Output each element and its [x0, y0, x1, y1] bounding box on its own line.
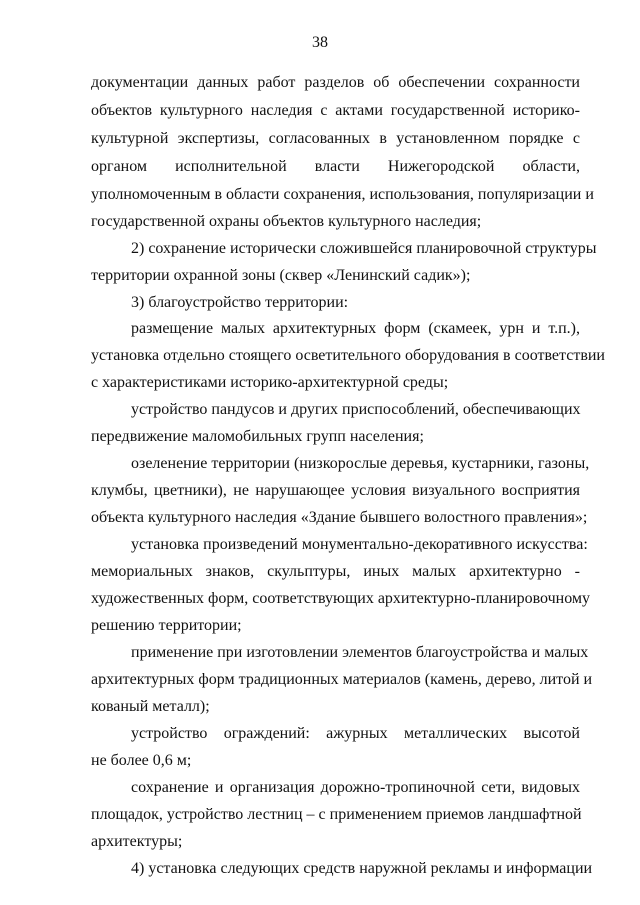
- text-line: применение при изготовлении элементов благоустройства и малых: [131, 644, 589, 661]
- text-line: культурной экспертизы, согласованных в установленном порядке с: [91, 130, 580, 147]
- text-line: с характеристиками историко-архитектурной среды;: [91, 374, 449, 391]
- text-line: размещение малых архитектурных форм (скамеек, урн и т.п.),: [131, 320, 580, 337]
- text-line: устройство пандусов и других приспособлений, обеспечивающих: [131, 401, 581, 418]
- text-line: 2) сохранение исторически сложившейся планировочной структуры: [131, 240, 597, 257]
- text-line: объектов культурного наследия с актами государственной историко-: [91, 102, 580, 119]
- text-line: решению территории;: [91, 617, 242, 634]
- text-line: устройство ограждений: ажурных металлических высотой: [131, 725, 580, 742]
- text-line: архитектуры;: [91, 833, 183, 850]
- page-number: 38: [312, 34, 328, 51]
- text-line: передвижение маломобильных групп населения;: [91, 428, 424, 445]
- text-line: документации данных работ разделов об обеспечении сохранности: [91, 74, 580, 91]
- text-line: объекта культурного наследия «Здание бывшего волостного правления»;: [91, 509, 588, 526]
- text-line: озеленение территории (низкорослые деревья, кустарники, газоны,: [131, 455, 590, 472]
- text-line: территории охранной зоны (сквер «Ленинский садик»);: [91, 267, 471, 284]
- text-line: клумбы, цветники), не нарушающее условия визуального восприятия: [91, 482, 580, 499]
- text-line: кованый металл);: [91, 698, 210, 715]
- text-line: установка отдельно стоящего осветительного оборудования в соответствии: [91, 347, 605, 364]
- text-line: архитектурных форм традиционных материалов (камень, дерево, литой и: [91, 671, 593, 688]
- text-line: установка произведений монументально-декоративного искусства:: [131, 536, 588, 553]
- text-line: 4) установка следующих средств наружной рекламы и информации: [131, 860, 593, 877]
- text-line: органом исполнительной власти Нижегородской области,: [91, 158, 580, 175]
- text-line: государственной охраны объектов культурного наследия;: [91, 213, 482, 230]
- text-line: 3) благоустройство территории:: [131, 294, 349, 311]
- text-line: мемориальных знаков, скульптуры, иных малых архитектурно -: [91, 563, 580, 580]
- text-line: уполномоченным в области сохранения, использования, популяризации и: [91, 186, 594, 203]
- text-line: сохранение и организация дорожно-тропиночной сети, видовых: [131, 779, 580, 796]
- text-line: художественных форм, соответствующих архитектурно-планировочному: [91, 590, 591, 607]
- text-line: не более 0,6 м;: [91, 752, 192, 769]
- text-line: площадок, устройство лестниц – с применением приемов ландшафтной: [91, 806, 582, 823]
